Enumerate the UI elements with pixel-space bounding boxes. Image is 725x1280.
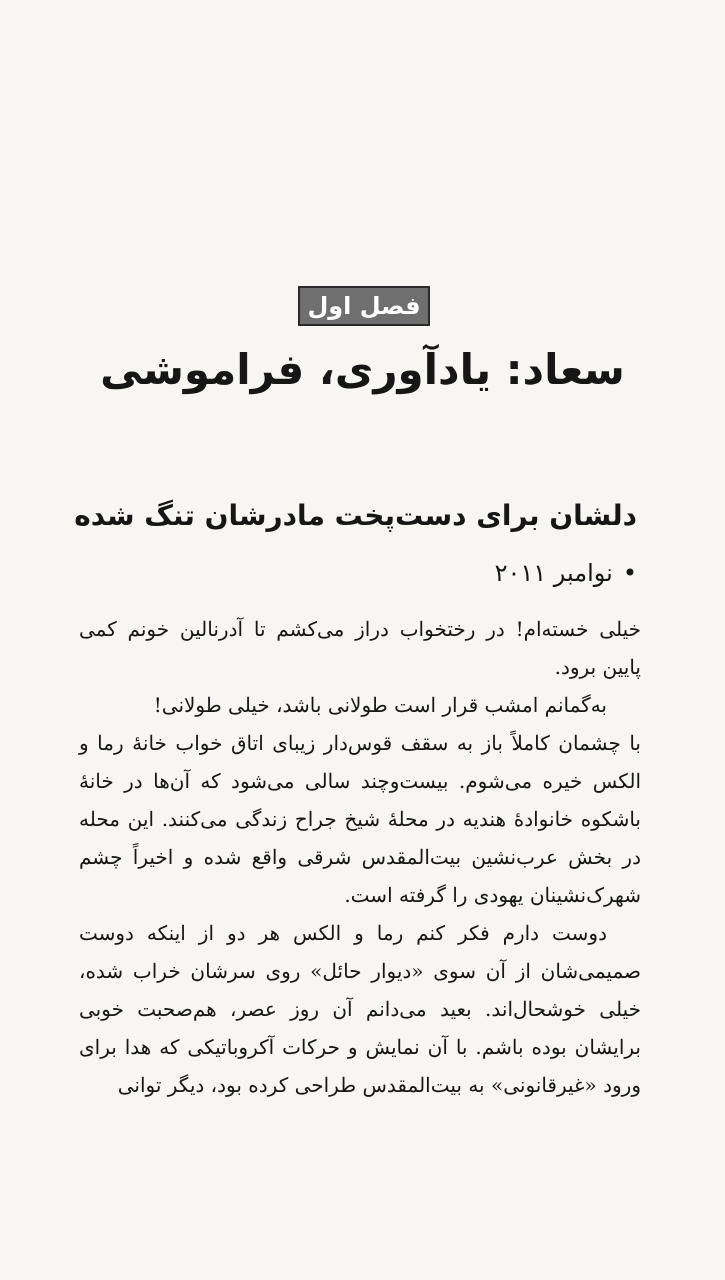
paragraph: به‌گمانم امشب قرار است طولانی باشد، خیلی طولانی! [153,693,607,717]
body-text [79,610,641,1104]
paragraph: با چشمان کاملاً باز به سقف قوس‌دار زیبای اتاق خواب خانهٔ رما و الکس خیره می‌شوم. بیست‌وچند سالی می‌شود که آن‌ها در خانهٔ باشکوه خانوادهٔ هندیه در محلهٔ شیخ جراح زندگی می‌کنند. این محله در بخش عرب‌نشین بیت‌المقدس شرقی واقع شده و اخیراً چشم شهرک‌نشینان یهودی را گرفته است. [79,731,642,907]
bullet-icon: • [622,559,637,587]
date-text: نوامبر ۲۰۱۱ [494,559,613,587]
paragraph: خیلی خسته‌ام! در رختخواب دراز می‌کشم تا آدرنالین خونم کمی پایین برود. [79,617,641,679]
paragraph: دوست دارم فکر کنم رما و الکس هر دو از اینکه دوست صمیمی‌شان از آن سوی «دیوار حائل» روی سرشان خراب شده، خیلی خوشحال‌اند. بعید می‌دانم آن روز عصر، هم‌صحبت خوبی برایشان بوده باشم. با آن نمایش و حرکات آکروباتیکی که هدا برای ورود «غیرقانونی» به بیت‌المقدس طراحی کرده بود، دیگر توانی [79,921,641,1097]
section-title: دلشان برای دست‌پخت مادرشان تنگ شده [74,499,637,532]
chapter-label: فصل اول [298,286,430,326]
date-line [77,553,637,593]
chapter-title: سعاد: یادآوری، فراموشی [100,345,625,394]
